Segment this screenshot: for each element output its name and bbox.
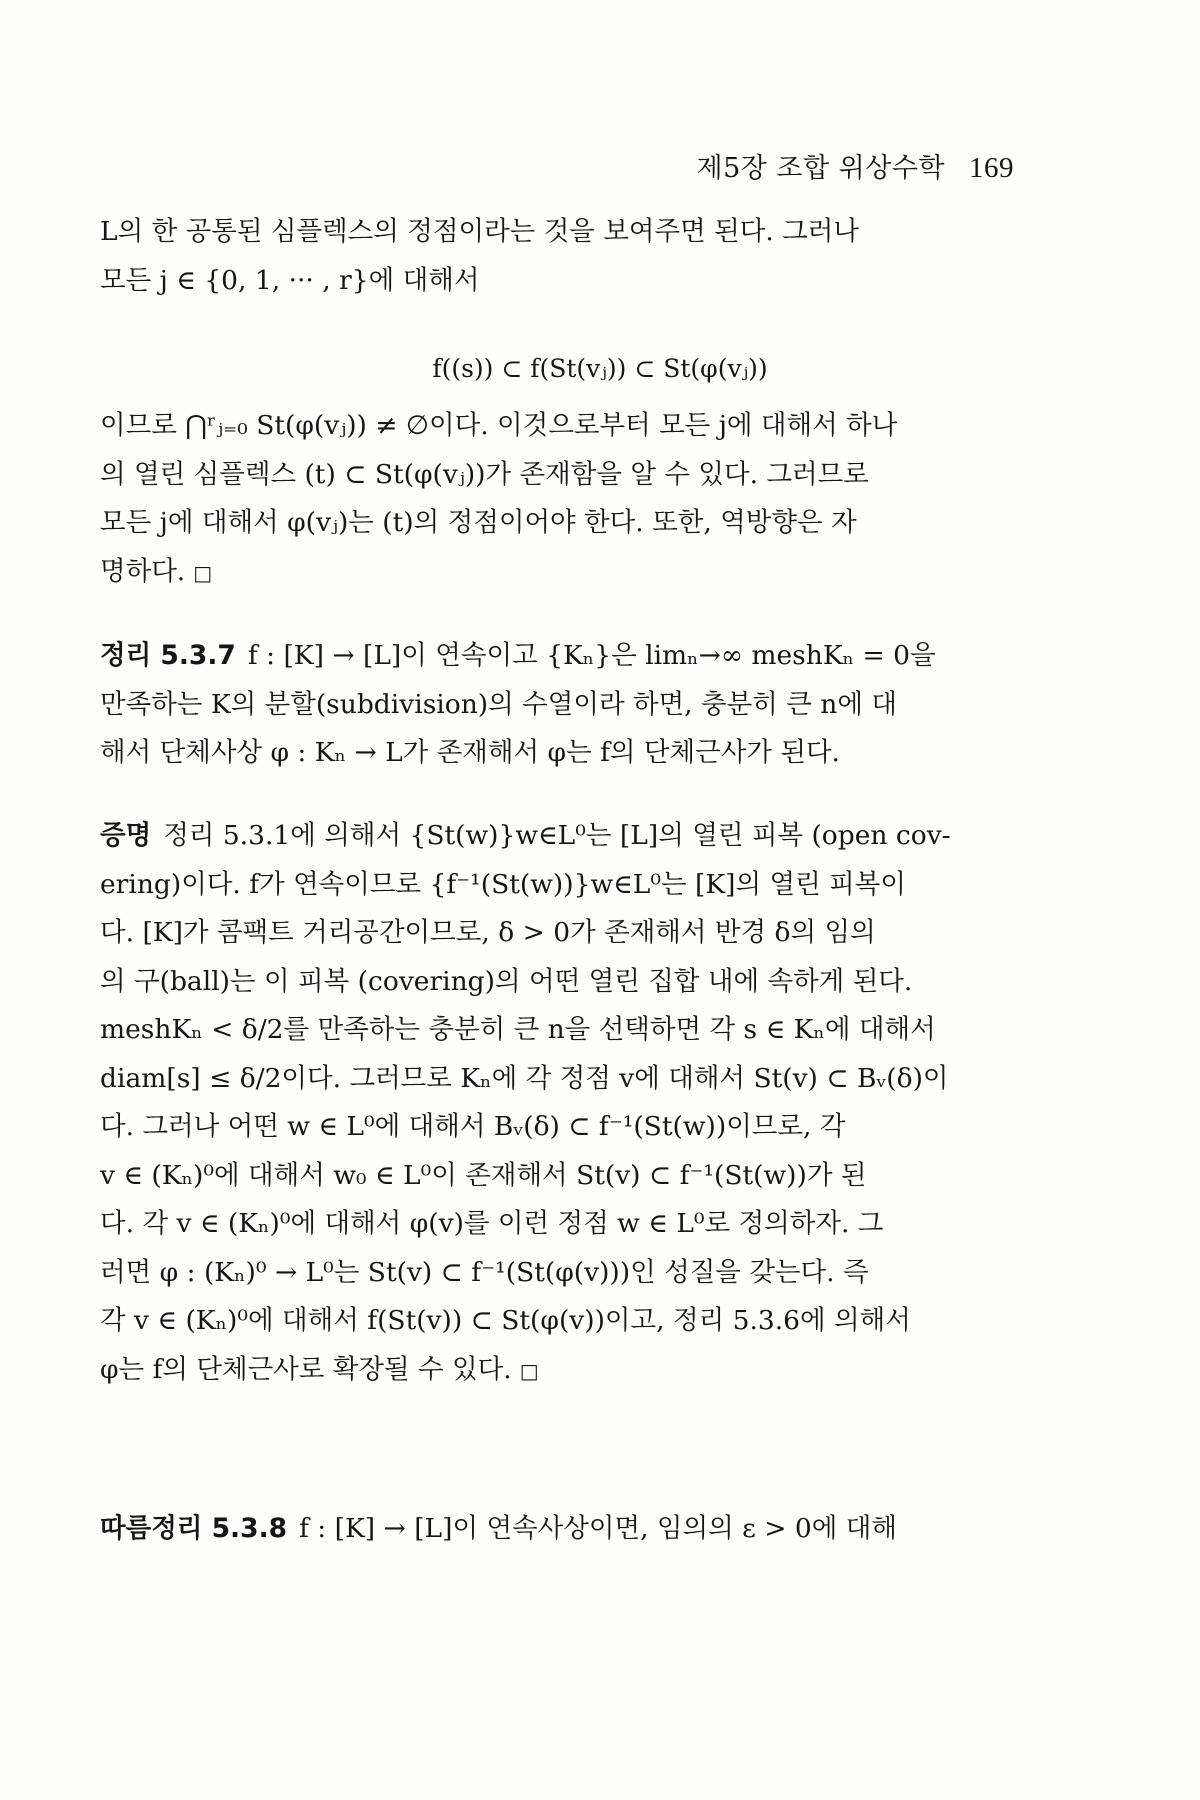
display-equation: f((s)) ⊂ f(St(vⱼ)) ⊂ St(φ(vⱼ)): [432, 354, 768, 383]
paragraph-1: [100, 208, 986, 305]
text-fragment: 정리 5.3.1에 의해서 {St(w)}w∈L⁰는 [L]의 열린 피복 (open cov-: [163, 820, 951, 851]
text-line: [100, 812, 986, 861]
page-number: 169: [969, 152, 1014, 184]
text-line: ering)이다. f가 연속이므로 {f⁻¹(St(w))}w∈L⁰는 [K]의 열린 피복이: [100, 868, 906, 900]
text-line: 의 열린 심플렉스 (t) ⊂ St(φ(vⱼ))가 존재함을 알 수 있다. 그러므로: [100, 458, 869, 490]
text-line: 다. [K]가 콤팩트 거리공간이므로, δ > 0가 존재해서 반경 δ의 임의: [100, 917, 876, 948]
text-line: [100, 1505, 986, 1554]
text-line: v ∈ (Kₙ)⁰에 대해서 w₀ ∈ L⁰이 존재해서 St(v) ⊂ f⁻¹(St(w))가 된: [100, 1159, 867, 1191]
text-fragment: f : [K] → [L]이 연속이고 {Kₙ}은 limₙ→∞ meshKₙ = 0을: [247, 640, 936, 671]
proof: [100, 812, 986, 1395]
text-line: 다. 각 v ∈ (Kₙ)⁰에 대해서 φ(v)를 이런 정점 w ∈ L⁰로 정의하자. 그: [100, 1208, 884, 1239]
text-line: meshKₙ < δ/2를 만족하는 충분히 큰 n을 선택하면 각 s ∈ Kₙ에 대해서: [100, 1014, 936, 1045]
text-line: 다. 그러나 어떤 w ∈ L⁰에 대해서 Bᵥ(δ) ⊂ f⁻¹(St(w))이므로, 각: [100, 1111, 846, 1142]
text-line: 러면 φ : (Kₙ)⁰ → L⁰는 St(v) ⊂ f⁻¹(St(φ(v)))인 성질을 갖는다. 즉: [100, 1256, 869, 1288]
proof-label: 증명: [100, 820, 152, 851]
text-fragment: φ는 f의 단체근사로 확장될 수 있다.: [100, 1353, 512, 1385]
theorem-5-3-7: [100, 632, 986, 778]
text-fragment: f : [K] → [L]이 연속사상이면, 임의의 ε > 0에 대해: [299, 1513, 898, 1544]
text-line: 이므로 ⋂ʳⱼ₌₀ St(φ(vⱼ)) ≠ ∅이다. 이것으로부터 모든 j에 대해서 하나: [100, 410, 898, 441]
theorem-label: 정리 5.3.7: [100, 640, 236, 671]
text-line: 모든 j에 대해서 φ(vⱼ)는 (t)의 정점이어야 한다. 또한, 역방향은 자: [100, 507, 857, 538]
text-line: 만족하는 K의 분할(subdivision)의 수열이라 하면, 충분히 큰 n에 대: [100, 688, 897, 720]
text-line: L의 한 공통된 심플렉스의 정점이라는 것을 보여주면 된다. 그러나: [100, 216, 859, 247]
text-fragment: 명하다.: [100, 555, 186, 587]
text-line: 의 구(ball)는 이 피복 (covering)의 어떤 열린 집합 내에 속하게 된다.: [100, 965, 913, 997]
paragraph-2: [100, 402, 986, 597]
corollary-label: 따름정리 5.3.8: [100, 1513, 288, 1544]
text-line: diam[s] ≤ δ/2이다. 그러므로 Kₙ에 각 정점 v에 대해서 St(v) ⊂ Bᵥ(δ)이: [100, 1062, 949, 1094]
corollary-5-3-8: [100, 1505, 986, 1554]
text-line: [100, 632, 986, 681]
chapter-title: 제5장 조합 위상수학: [696, 153, 945, 184]
text-line: [100, 548, 986, 598]
text-line: 모든 j ∈ {0, 1, ··· , r}에 대해서: [100, 264, 480, 296]
text-line: 각 v ∈ (Kₙ)⁰에 대해서 f(St(v)) ⊂ St(φ(v))이고, 정리 5.3.6에 의해서: [100, 1305, 911, 1336]
qed-symbol: □: [519, 1358, 539, 1383]
qed-symbol: □: [193, 560, 213, 585]
text-line: 해서 단체사상 φ : Kₙ → L가 존재해서 φ는 f의 단체근사가 된다.: [100, 737, 840, 768]
text-line: [100, 1346, 986, 1396]
running-header: [697, 146, 1015, 185]
